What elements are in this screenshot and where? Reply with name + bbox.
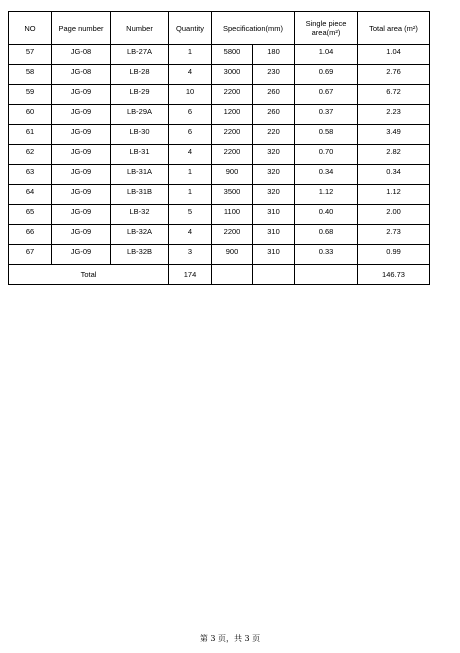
header-no: NO [9, 12, 52, 45]
page-footer: 第 3 页，共 3 页 [199, 634, 261, 643]
cell-total-area: 6.72 [358, 85, 430, 105]
cell-total-area: 0.34 [358, 165, 430, 185]
cell-total-area: 0.99 [358, 245, 430, 265]
cell-total-area: 2.73 [358, 225, 430, 245]
cell-single-area: 0.58 [295, 125, 358, 145]
table-row [9, 245, 430, 265]
table-row [9, 85, 430, 105]
cell-total-area: 1.04 [358, 45, 430, 65]
cell-number: LB-29A [111, 105, 169, 125]
cell-no: 60 [9, 105, 52, 125]
table-row [9, 105, 430, 125]
cell-single-area: 0.67 [295, 85, 358, 105]
cell-spec-length: 1200 [212, 105, 253, 125]
cell-page-number: JG-09 [52, 245, 111, 265]
cell-spec-width: 180 [253, 45, 295, 65]
cell-page-number: JG-09 [52, 165, 111, 185]
cell-no: 62 [9, 145, 52, 165]
cell-single-area: 1.04 [295, 45, 358, 65]
cell-page-number: JG-08 [52, 65, 111, 85]
cell-total-area: 1.12 [358, 185, 430, 205]
cell-single-area: 0.68 [295, 225, 358, 245]
cell-spec-length: 5800 [212, 45, 253, 65]
cell-quantity: 4 [169, 65, 212, 85]
header-total-area: Total area (m²) [358, 12, 430, 45]
cell-no: 66 [9, 225, 52, 245]
cell-page-number: JG-09 [52, 145, 111, 165]
cell-number: LB-32A [111, 225, 169, 245]
cell-number: LB-31B [111, 185, 169, 205]
cell-number: LB-30 [111, 125, 169, 145]
cell-no: 67 [9, 245, 52, 265]
cell-spec-width: 310 [253, 225, 295, 245]
header-row [9, 12, 430, 45]
cell-single-area: 1.12 [295, 185, 358, 205]
header-single-piece-area: Single piece area(m²) [295, 12, 358, 45]
cell-single-area: 0.34 [295, 165, 358, 185]
cell-spec-width: 260 [253, 85, 295, 105]
cell-spec-length: 2200 [212, 145, 253, 165]
header-specification: Specification(mm) [212, 12, 295, 45]
cell-page-number: JG-09 [52, 205, 111, 225]
cell-quantity: 6 [169, 125, 212, 145]
total-spec-b [253, 265, 295, 285]
cell-spec-length: 2200 [212, 85, 253, 105]
cell-number: LB-28 [111, 65, 169, 85]
table-row [9, 45, 430, 65]
header-page-number: Page number [52, 12, 111, 45]
cell-single-area: 0.69 [295, 65, 358, 85]
cell-spec-width: 320 [253, 185, 295, 205]
cell-spec-width: 320 [253, 165, 295, 185]
cell-page-number: JG-09 [52, 85, 111, 105]
cell-spec-width: 310 [253, 245, 295, 265]
cell-spec-width: 320 [253, 145, 295, 165]
cell-number: LB-27A [111, 45, 169, 65]
cell-total-area: 2.76 [358, 65, 430, 85]
cell-page-number: JG-08 [52, 45, 111, 65]
cell-quantity: 1 [169, 185, 212, 205]
cell-quantity: 4 [169, 145, 212, 165]
cell-number: LB-31 [111, 145, 169, 165]
cell-spec-length: 900 [212, 165, 253, 185]
cell-single-area: 0.40 [295, 205, 358, 225]
area-table [8, 11, 430, 285]
cell-no: 64 [9, 185, 52, 205]
cell-no: 61 [9, 125, 52, 145]
cell-number: LB-32B [111, 245, 169, 265]
cell-single-area: 0.33 [295, 245, 358, 265]
cell-total-area: 3.49 [358, 125, 430, 145]
cell-no: 58 [9, 65, 52, 85]
cell-spec-length: 2200 [212, 225, 253, 245]
cell-total-area: 2.00 [358, 205, 430, 225]
cell-quantity: 3 [169, 245, 212, 265]
table-row [9, 165, 430, 185]
cell-total-area: 2.82 [358, 145, 430, 165]
table-row [9, 125, 430, 145]
cell-number: LB-32 [111, 205, 169, 225]
cell-spec-width: 220 [253, 125, 295, 145]
cell-number: LB-31A [111, 165, 169, 185]
total-single [295, 265, 358, 285]
cell-spec-width: 260 [253, 105, 295, 125]
table-row [9, 225, 430, 245]
cell-no: 59 [9, 85, 52, 105]
cell-single-area: 0.37 [295, 105, 358, 125]
cell-spec-width: 310 [253, 205, 295, 225]
table-row [9, 145, 430, 165]
total-row [9, 265, 430, 285]
cell-spec-length: 1100 [212, 205, 253, 225]
cell-quantity: 1 [169, 165, 212, 185]
cell-spec-length: 3000 [212, 65, 253, 85]
cell-quantity: 6 [169, 105, 212, 125]
cell-page-number: JG-09 [52, 185, 111, 205]
total-label: Total [9, 265, 169, 285]
cell-no: 63 [9, 165, 52, 185]
header-quantity: Quantity [169, 12, 212, 45]
cell-number: LB-29 [111, 85, 169, 105]
cell-quantity: 5 [169, 205, 212, 225]
table-row [9, 205, 430, 225]
cell-quantity: 1 [169, 45, 212, 65]
table-row [9, 185, 430, 205]
total-area: 146.73 [358, 265, 430, 285]
cell-total-area: 2.23 [358, 105, 430, 125]
total-spec-a [212, 265, 253, 285]
cell-quantity: 4 [169, 225, 212, 245]
cell-spec-width: 230 [253, 65, 295, 85]
cell-spec-length: 3500 [212, 185, 253, 205]
cell-no: 65 [9, 205, 52, 225]
cell-no: 57 [9, 45, 52, 65]
cell-page-number: JG-09 [52, 225, 111, 245]
header-number: Number [111, 12, 169, 45]
cell-spec-length: 900 [212, 245, 253, 265]
cell-spec-length: 2200 [212, 125, 253, 145]
table-row [9, 65, 430, 85]
cell-page-number: JG-09 [52, 105, 111, 125]
cell-single-area: 0.70 [295, 145, 358, 165]
total-quantity: 174 [169, 265, 212, 285]
cell-page-number: JG-09 [52, 125, 111, 145]
cell-quantity: 10 [169, 85, 212, 105]
